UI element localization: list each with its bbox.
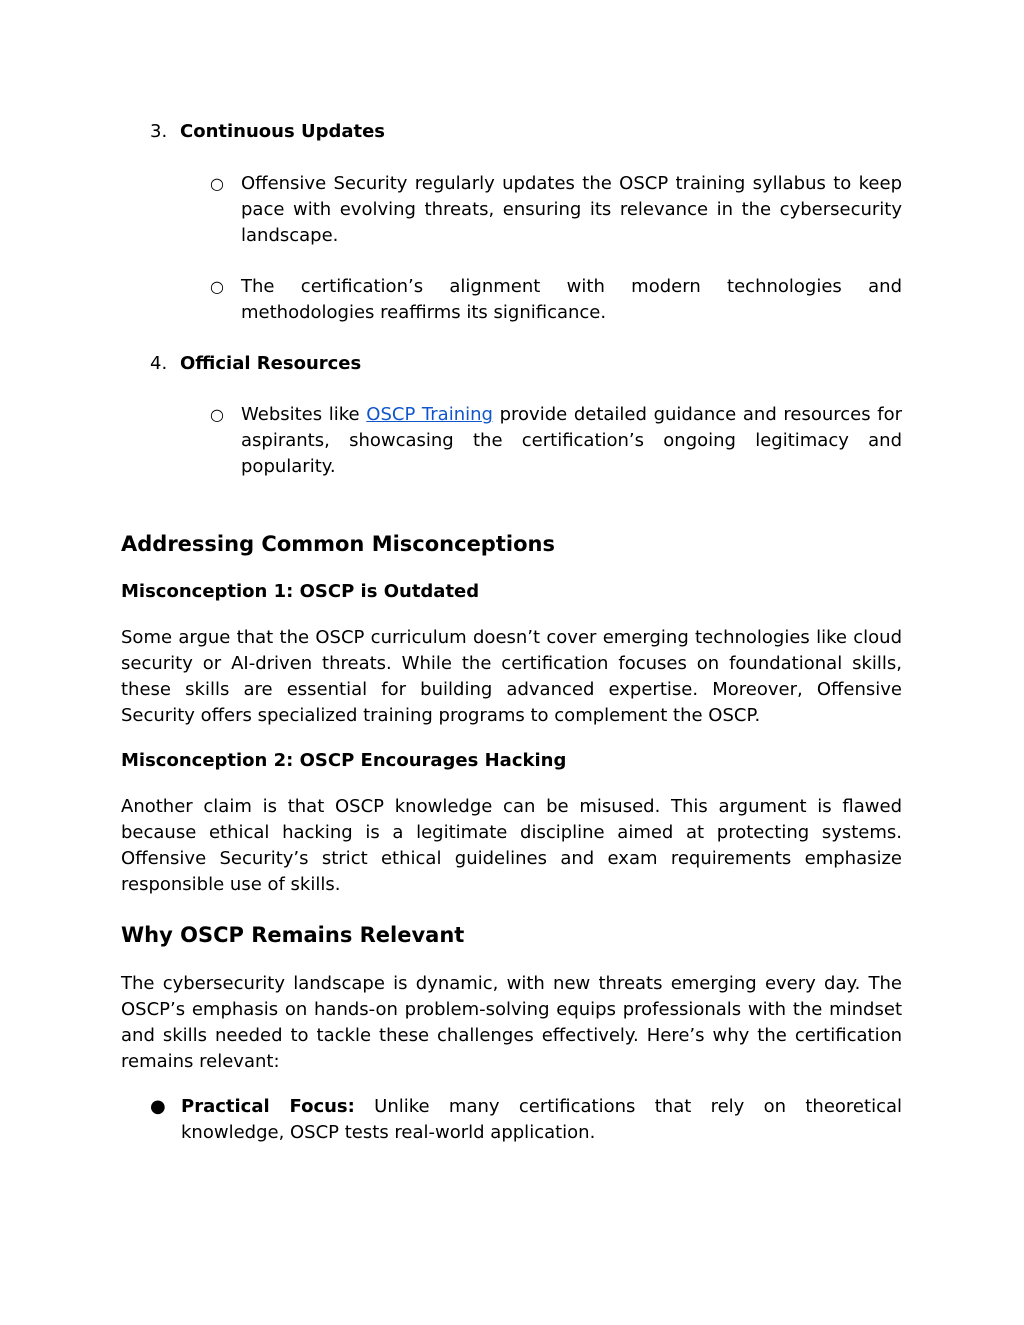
- subheading-misconception-2: Misconception 2: OSCP Encourages Hacking: [121, 750, 567, 771]
- circle-bullet-icon: ○: [210, 405, 224, 424]
- circle-bullet-icon: ○: [210, 277, 224, 296]
- filled-bullet-icon: ●: [150, 1096, 166, 1117]
- text-after-link: provide detailed guidance and resources for aspirants, showcasing the certification’s ongoing legitimacy and popularity.: [241, 404, 903, 477]
- list-item-title: Continuous Updates: [180, 121, 386, 142]
- section-heading-misconceptions: Addressing Common Misconceptions: [121, 532, 555, 556]
- sub-list-item-text: The certification’s alignment with modern technologies and methodologies reaffirms its significance.: [241, 276, 902, 323]
- sub-list-item-text: Offensive Security regularly updates the OSCP training syllabus to keep pace with evolving threats, ensuring its relevance in the cybersecurity landscape.: [241, 173, 902, 246]
- circle-bullet-icon: ○: [210, 174, 224, 193]
- bullet-lead: Practical Focus:: [181, 1096, 355, 1117]
- sub-list-item-text: [241, 402, 902, 480]
- subheading-misconception-1: Misconception 1: OSCP is Outdated: [121, 581, 480, 602]
- oscp-training-link[interactable]: OSCP Training: [366, 404, 493, 425]
- text-before-link: Websites like: [241, 404, 367, 425]
- list-item-title: Official Resources: [180, 353, 362, 374]
- section-heading-relevant: Why OSCP Remains Relevant: [121, 923, 465, 947]
- paragraph-misconception-2: Another claim is that OSCP knowledge can be misused. This argument is flawed because ethical hacking is a legitimate discipline aimed at protecting systems. Offensive Security’s strict ethical guidelines and exam requirements emphasize responsible use of skills.: [121, 796, 902, 895]
- list-number: 4.: [150, 353, 168, 374]
- bullet-body: Unlike many certifications that rely on theoretical knowledge, OSCP tests real-world application.: [181, 1096, 902, 1143]
- paragraph-relevant-intro: The cybersecurity landscape is dynamic, with new threats emerging every day. The OSCP’s emphasis on hands-on problem-solving equips professionals with the mindset and skills needed to tackle these challenges effectively. Here’s why the certification remains relevant:: [121, 973, 902, 1072]
- list-item-official-resources: [150, 351, 361, 377]
- list-item-continuous-updates: [150, 119, 385, 145]
- sub-list-item: [210, 274, 902, 326]
- paragraph-misconception-1: Some argue that the OSCP curriculum doesn’t cover emerging technologies like cloud security or AI-driven threats. While the certification focuses on foundational skills, these skills are essential for building advanced expertise. Moreover, Offensive Security offers specialized training programs to complement the OSCP.: [121, 627, 902, 726]
- bullet-item-practical-focus: [150, 1094, 902, 1146]
- sub-list-item: [210, 171, 902, 249]
- bullet-item-text: [181, 1094, 902, 1146]
- sub-list-item: [210, 402, 902, 480]
- list-number: 3.: [150, 121, 168, 142]
